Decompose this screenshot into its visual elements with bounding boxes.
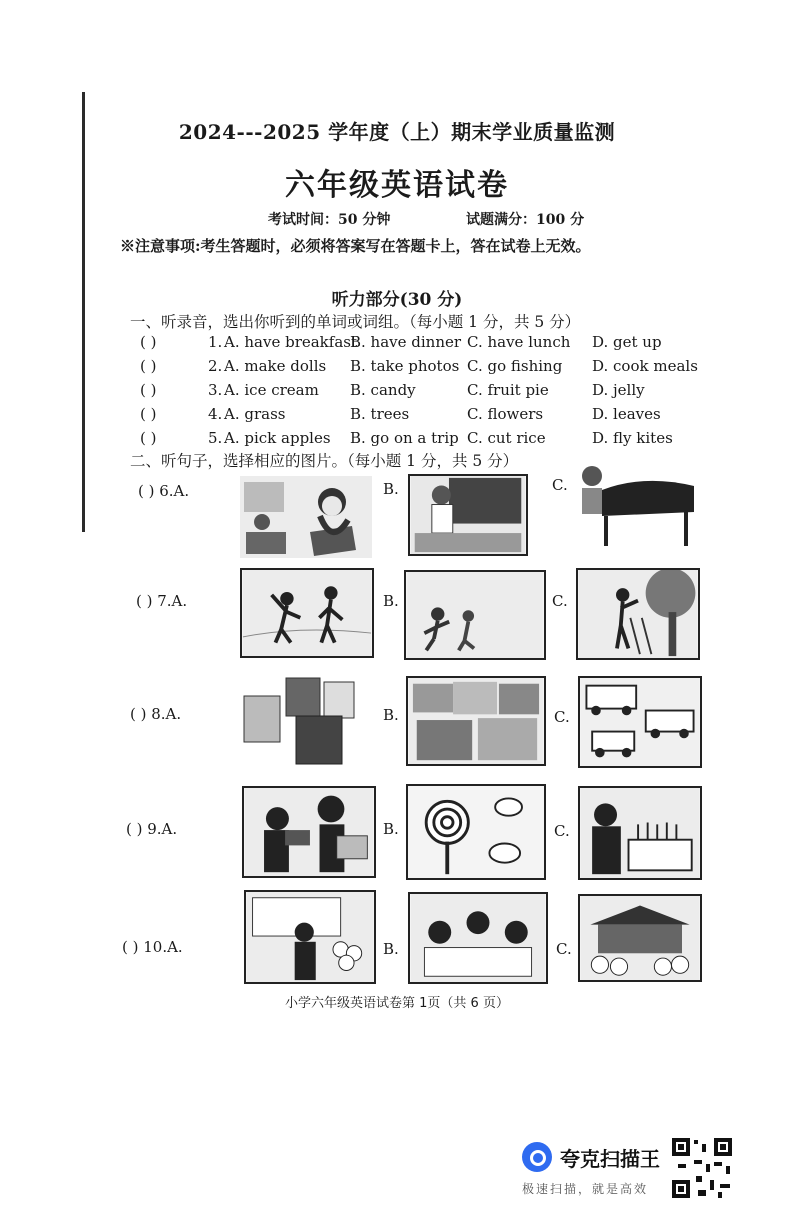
picture-girl-piano bbox=[574, 462, 698, 552]
paper-title: 六年级英语试卷 bbox=[285, 168, 509, 203]
picture-maps bbox=[406, 676, 546, 766]
exam-title: 2024---2025 学年度（上）期末学业质量监测 bbox=[178, 120, 616, 144]
part1-instruction: 一、听录音，选出你听到的单词或词组。（每小题 1 分，共 5 分） bbox=[130, 313, 581, 331]
page-footer: 小学六年级英语试卷第 1页（共 6 页） bbox=[285, 996, 509, 1011]
answer-blank: ( ) bbox=[140, 405, 157, 423]
qr-code-icon bbox=[670, 1136, 734, 1200]
option-b-label: B. bbox=[383, 820, 399, 838]
picture-picking-fruit bbox=[576, 568, 700, 660]
option-c-label: C. bbox=[554, 708, 570, 726]
full-score: 试题满分：100 分 bbox=[466, 212, 585, 228]
question-number: 1. bbox=[208, 333, 223, 351]
part2-instruction: 二、听句子，选择相应的图片。（每小题 1 分，共 5 分） bbox=[130, 452, 519, 470]
option-b-label: B. bbox=[383, 592, 399, 610]
exam-time: 考试时间：50 分钟 bbox=[268, 212, 391, 228]
option-c: C. go fishing bbox=[467, 357, 563, 375]
option-c: C. have lunch bbox=[467, 333, 571, 351]
option-b: B. take photos bbox=[350, 357, 460, 375]
answer-blank: ( ) bbox=[140, 333, 157, 351]
option-d: D. fly kites bbox=[592, 429, 673, 447]
option-b-label: B. bbox=[383, 940, 399, 958]
option-b: B. candy bbox=[350, 381, 416, 399]
quark-logo-icon bbox=[522, 1142, 552, 1172]
option-a: A. ice cream bbox=[224, 381, 319, 399]
option-a: A. have breakfast bbox=[224, 333, 357, 351]
listening-section-title: 听力部分(30 分) bbox=[331, 290, 463, 310]
question-label: ( ) 7.A. bbox=[136, 592, 188, 610]
scanner-slogan: 极速扫描，就是高效 bbox=[522, 1182, 649, 1196]
picture-kids-playing bbox=[240, 568, 374, 658]
picture-birthday-cake bbox=[578, 786, 702, 880]
answer-blank: ( ) bbox=[140, 357, 157, 375]
option-d: D. leaves bbox=[592, 405, 661, 423]
question-number: 3. bbox=[208, 381, 223, 399]
option-c: C. cut rice bbox=[467, 429, 546, 447]
question-label: ( ) 8.A. bbox=[130, 705, 182, 723]
question-label: ( ) 6.A. bbox=[138, 482, 190, 500]
question-row bbox=[140, 357, 740, 379]
option-c: C. fruit pie bbox=[467, 381, 549, 399]
picture-stamps bbox=[242, 676, 356, 768]
option-c-label: C. bbox=[556, 940, 572, 958]
option-c-label: C. bbox=[552, 592, 568, 610]
notice: ※注意事项:考生答题时，必须将答案写在答题卡上，答在试卷上无效。 bbox=[120, 237, 591, 255]
picture-candies bbox=[406, 784, 546, 880]
question-row bbox=[140, 429, 740, 451]
question-number: 4. bbox=[208, 405, 223, 423]
option-a: A. make dolls bbox=[224, 357, 327, 375]
question-number: 5. bbox=[208, 429, 223, 447]
option-d: D. get up bbox=[592, 333, 662, 351]
question-row bbox=[140, 333, 740, 355]
option-b-label: B. bbox=[383, 706, 399, 724]
scanner-app-name: 夸克扫描王 bbox=[560, 1147, 660, 1171]
question-label: ( ) 10.A. bbox=[122, 938, 183, 956]
option-c: C. flowers bbox=[467, 405, 544, 423]
picture-teachers-day bbox=[244, 890, 376, 984]
option-b: B. have dinner bbox=[350, 333, 462, 351]
option-b-label: B. bbox=[383, 480, 399, 498]
picture-girl-reading bbox=[240, 476, 372, 558]
question-row bbox=[140, 381, 740, 403]
option-a: A. grass bbox=[224, 405, 286, 423]
picture-taking-photo bbox=[242, 786, 376, 878]
option-b: B. trees bbox=[350, 405, 410, 423]
answer-blank: ( ) bbox=[140, 381, 157, 399]
option-d: D. jelly bbox=[592, 381, 645, 399]
picture-tiananmen-flowers bbox=[578, 894, 702, 982]
option-c-label: C. bbox=[554, 822, 570, 840]
answer-blank: ( ) bbox=[140, 429, 157, 447]
question-row bbox=[140, 405, 740, 427]
picture-teacher-blackboard bbox=[408, 474, 528, 556]
option-c-label: C. bbox=[552, 476, 568, 494]
option-a: A. pick apples bbox=[224, 429, 331, 447]
picture-cars bbox=[578, 676, 702, 768]
picture-family-dinner bbox=[408, 892, 548, 984]
option-d: D. cook meals bbox=[592, 357, 698, 375]
binding-line bbox=[82, 92, 85, 532]
question-number: 2. bbox=[208, 357, 223, 375]
question-label: ( ) 9.A. bbox=[126, 820, 178, 838]
picture-kids-running bbox=[404, 570, 546, 660]
option-b: B. go on a trip bbox=[350, 429, 459, 447]
